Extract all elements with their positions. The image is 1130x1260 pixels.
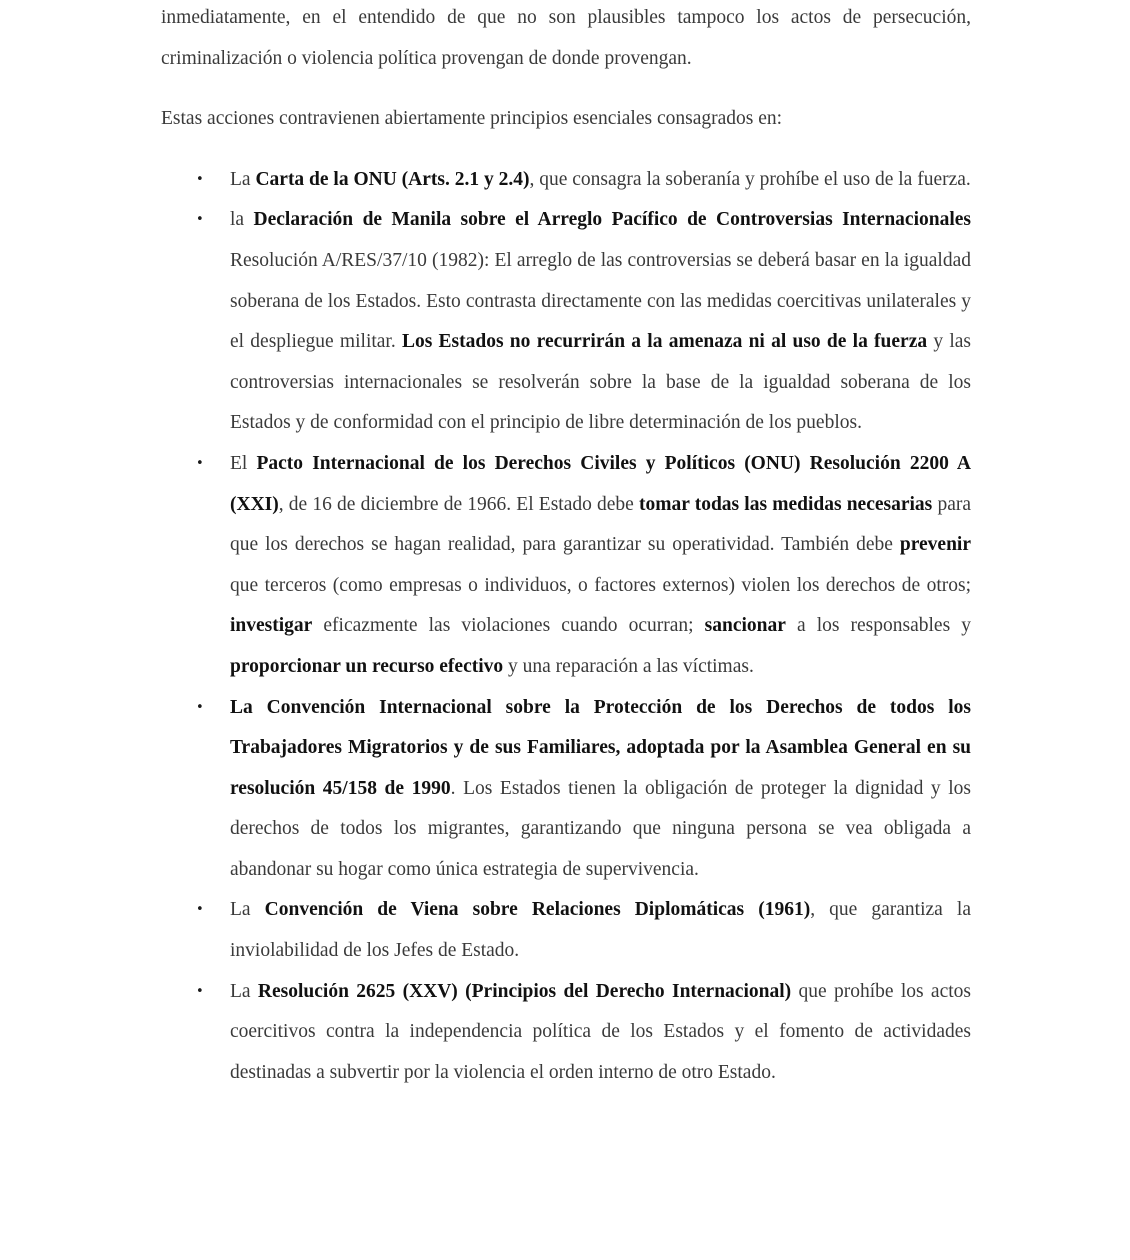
item-bold-text: Carta de la ONU (Arts. 2.1 y 2.4)	[255, 168, 530, 190]
item-bold-text: sancionar	[704, 615, 786, 637]
item-text: , que garantiza la inviolabilidad de los Jefes de Estado.	[230, 899, 971, 962]
intro-paragraph-1: inmediatamente, en el entendido de que no son plausibles tampoco los actos de persecución, criminalización o violencia política provengan de donde provengan.	[161, 7, 971, 69]
item-text: El	[230, 452, 257, 474]
item-text: la	[230, 209, 254, 231]
item-text: . Los Estados tienen la obligación de proteger la dignidad y los derechos de todos los migrantes, garantizando que ninguna persona se vea obligada a abandonar su hogar como única estrategia de supervivencia.	[230, 777, 971, 880]
item-bold-text: Resolución 2625 (XXV) (Principios del Derecho Internacional)	[257, 980, 792, 1002]
item-bold-text: Los Estados no recurrirán a la amenaza ni al uso de la fuerza	[401, 331, 928, 353]
item-text: , que consagra la soberanía y prohíbe el uso de la fuerza.	[529, 168, 971, 190]
item-text: a los responsables y	[785, 615, 971, 637]
item-text: para que los derechos se hagan realidad, para garantizar su operatividad. También debe	[230, 493, 971, 556]
item-bold-text: prevenir	[899, 534, 971, 556]
item-text: eficazmente las violaciones cuando ocurran;	[312, 615, 705, 637]
list-item-resolucion-2625	[161, 972, 971, 1094]
document-page	[161, 0, 971, 1093]
bullet-icon: •	[196, 455, 204, 471]
item-bold-text: tomar todas las medidas necesarias	[639, 493, 933, 515]
principles-list	[161, 160, 971, 1094]
item-text: que terceros (como empresas o individuos, o factores externos) violen los derechos de otros;	[230, 574, 971, 596]
list-item-pacto-internacional	[161, 444, 971, 688]
bullet-icon: •	[196, 212, 204, 228]
item-text: y las controversias internacionales se resolverán sobre la base de la igualdad soberana de los Estados y de conformidad con el principio de libre determinación de los pueblos.	[230, 331, 971, 434]
item-bold-text: Pacto Internacional de los Derechos Civiles y Políticos (ONU) Resolución 2200 A (XXI)	[230, 452, 971, 515]
item-text: y una reparación a las víctimas.	[503, 655, 754, 677]
item-text: La	[230, 980, 258, 1002]
bullet-icon: •	[196, 983, 204, 999]
item-text: , de 16 de diciembre de 1966. El Estado debe	[278, 493, 639, 515]
item-bold-text: proporcionar un recurso efectivo	[230, 655, 504, 677]
item-text: que prohíbe los actos coercitivos contra la independencia política de los Estados y el fomento de actividades destinadas a subvertir por la violencia el orden interno de otro Estado.	[230, 980, 971, 1083]
item-bold-text: Declaración de Manila sobre el Arreglo Pacífico de Controversias Internacionales	[253, 209, 971, 231]
list-item-convencion-migrantes	[161, 688, 971, 891]
item-text: La	[230, 899, 265, 921]
bullet-icon: •	[196, 699, 204, 715]
item-text: Resolución A/RES/37/10 (1982): El arreglo de las controversias se deberá basar en la igualdad soberana de los Estados. Esto contrasta directamente con las medidas coercitivas unilaterales y el despliegue militar.	[230, 249, 971, 353]
list-item-carta-onu	[161, 160, 971, 201]
intro-paragraph-2: Estas acciones contravienen abiertamente principios esenciales consagrados en:	[161, 108, 783, 130]
list-item-declaracion-manila	[161, 200, 971, 444]
item-bold-text: investigar	[230, 615, 313, 637]
bullet-icon: •	[196, 902, 204, 918]
item-bold-text: La Convención Internacional sobre la Protección de los Derechos de todos los Trabajadores Migratorios y de sus Familiares, adoptada por la Asamblea General en su resolución 45/158 de 1990	[230, 696, 971, 799]
item-bold-text: Convención de Viena sobre Relaciones Diplomáticas (1961)	[264, 899, 811, 921]
item-text: La	[230, 168, 256, 190]
bullet-icon: •	[196, 171, 204, 187]
list-item-convencion-viena	[161, 890, 971, 971]
